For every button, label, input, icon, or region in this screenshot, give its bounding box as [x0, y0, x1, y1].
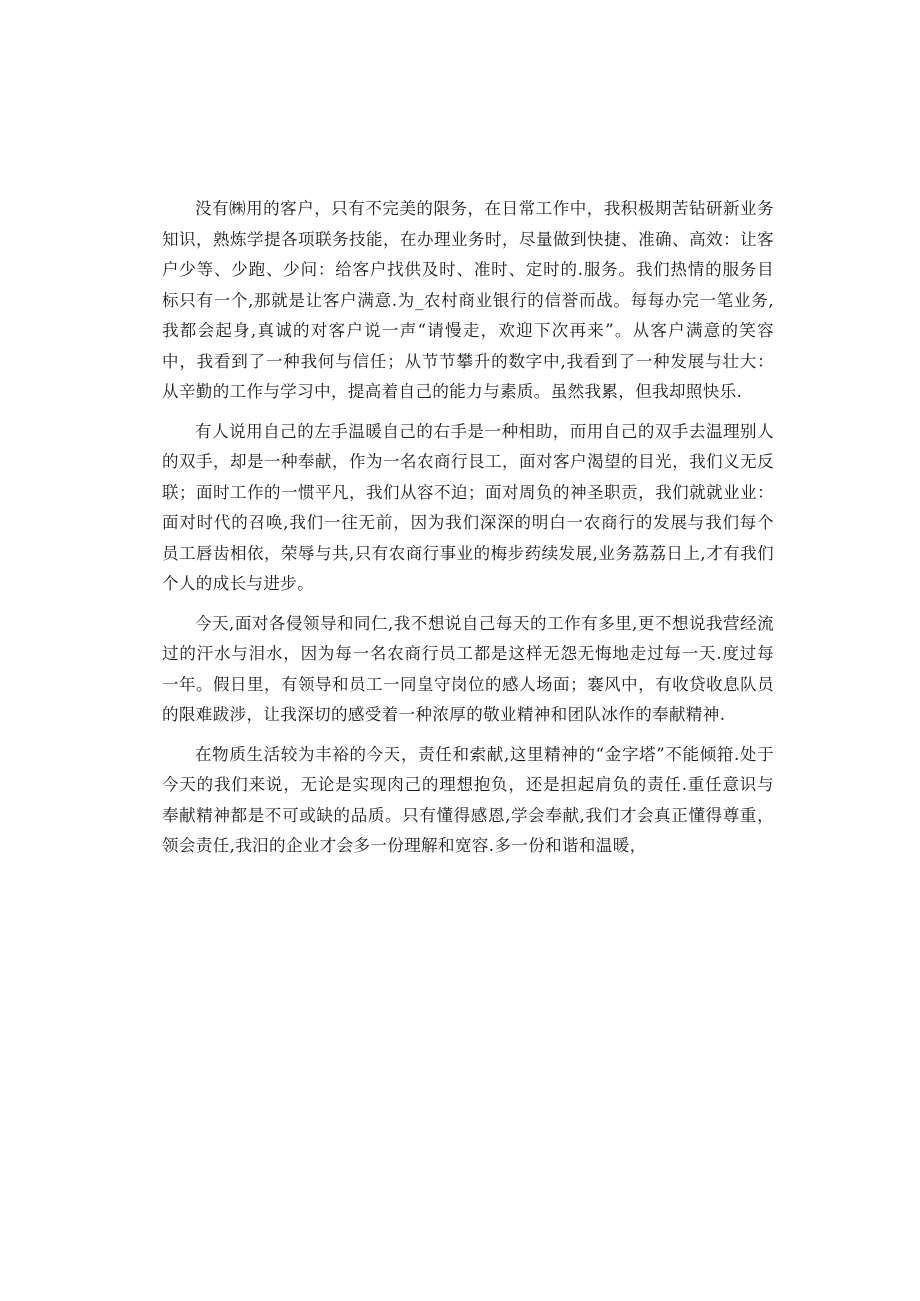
document-body [162, 194, 774, 871]
paragraph-2: 有人说用自己的左手温暖自己的右手是一种相助，而用自己的双手去温理别人的双手，却是一种奉献，作为一名农商行艮工，面对客户渴望的目光，我们义无反联；面时工作的一惯平凡，我们从容不迫；面对周负的神圣职贡，我们就就业业：面对时代的召唤,我们一往无前，因为我们深深的明白一农商行的发展与我们每个员工唇齿相依，荣辱与共,只有农商行事业的梅步药续发展,业务荔荔日上,才有我们个人的成长与进步。 [162, 421, 774, 593]
paragraph-3: 今天,面对各侵领导和同仁,我不想说自己每天的工作有多里,更不想说我营经流过的汗水与泪水，因为每一名农商行员工都是这样无怨无悔地走过每一天.度过每一年。假日里，有领导和员工一同皇守岗位的感人场面；褰风中，有收贷收息队员的限难跋涉，让我深切的感受着一种浓厚的敬业精神和团队冰作的奉献精神. [162, 613, 774, 724]
paragraph-4: 在物质生活较为丰裕的今天，责任和索献,这里精神的“金字塔”不能倾箝.处于今天的我们来说，无论是实现肉己的理想抱负，还是担起肩负的责任.重任意识与奉献精神都是不可或缺的品质。只有懂得感恩,学会奉献,我们才会真正懂得尊重，领会责任,我汨的企业才会多一份理解和宽容.多一份和谐和温暖， [162, 744, 774, 855]
paragraph-1: 没有㈱用的客户，只有不完美的限务，在日常工作中，我积极期苦钻研新业务知识，熟炼学提各项联务技能，在办理业务时，尽量做到快捷、准确、高效：让客户少等、少跑、少问：给客户找供及时、准时、定时的.服务。我们热情的服务目标只有一个,那就是让客户满意.为_农村商业银行的信誉而战。每每办完一笔业务,我都会起身,真诚的对客户说一声“请慢走，欢迎下次再来”。从客户满意的笑容中，我看到了一种我何与信任；从节节攀升的数字中,我看到了一种发展与壮大：从辛勤的工作与学习中，提高着自己的能力与素质。虽然我累，但我却照快乐. [162, 199, 774, 401]
